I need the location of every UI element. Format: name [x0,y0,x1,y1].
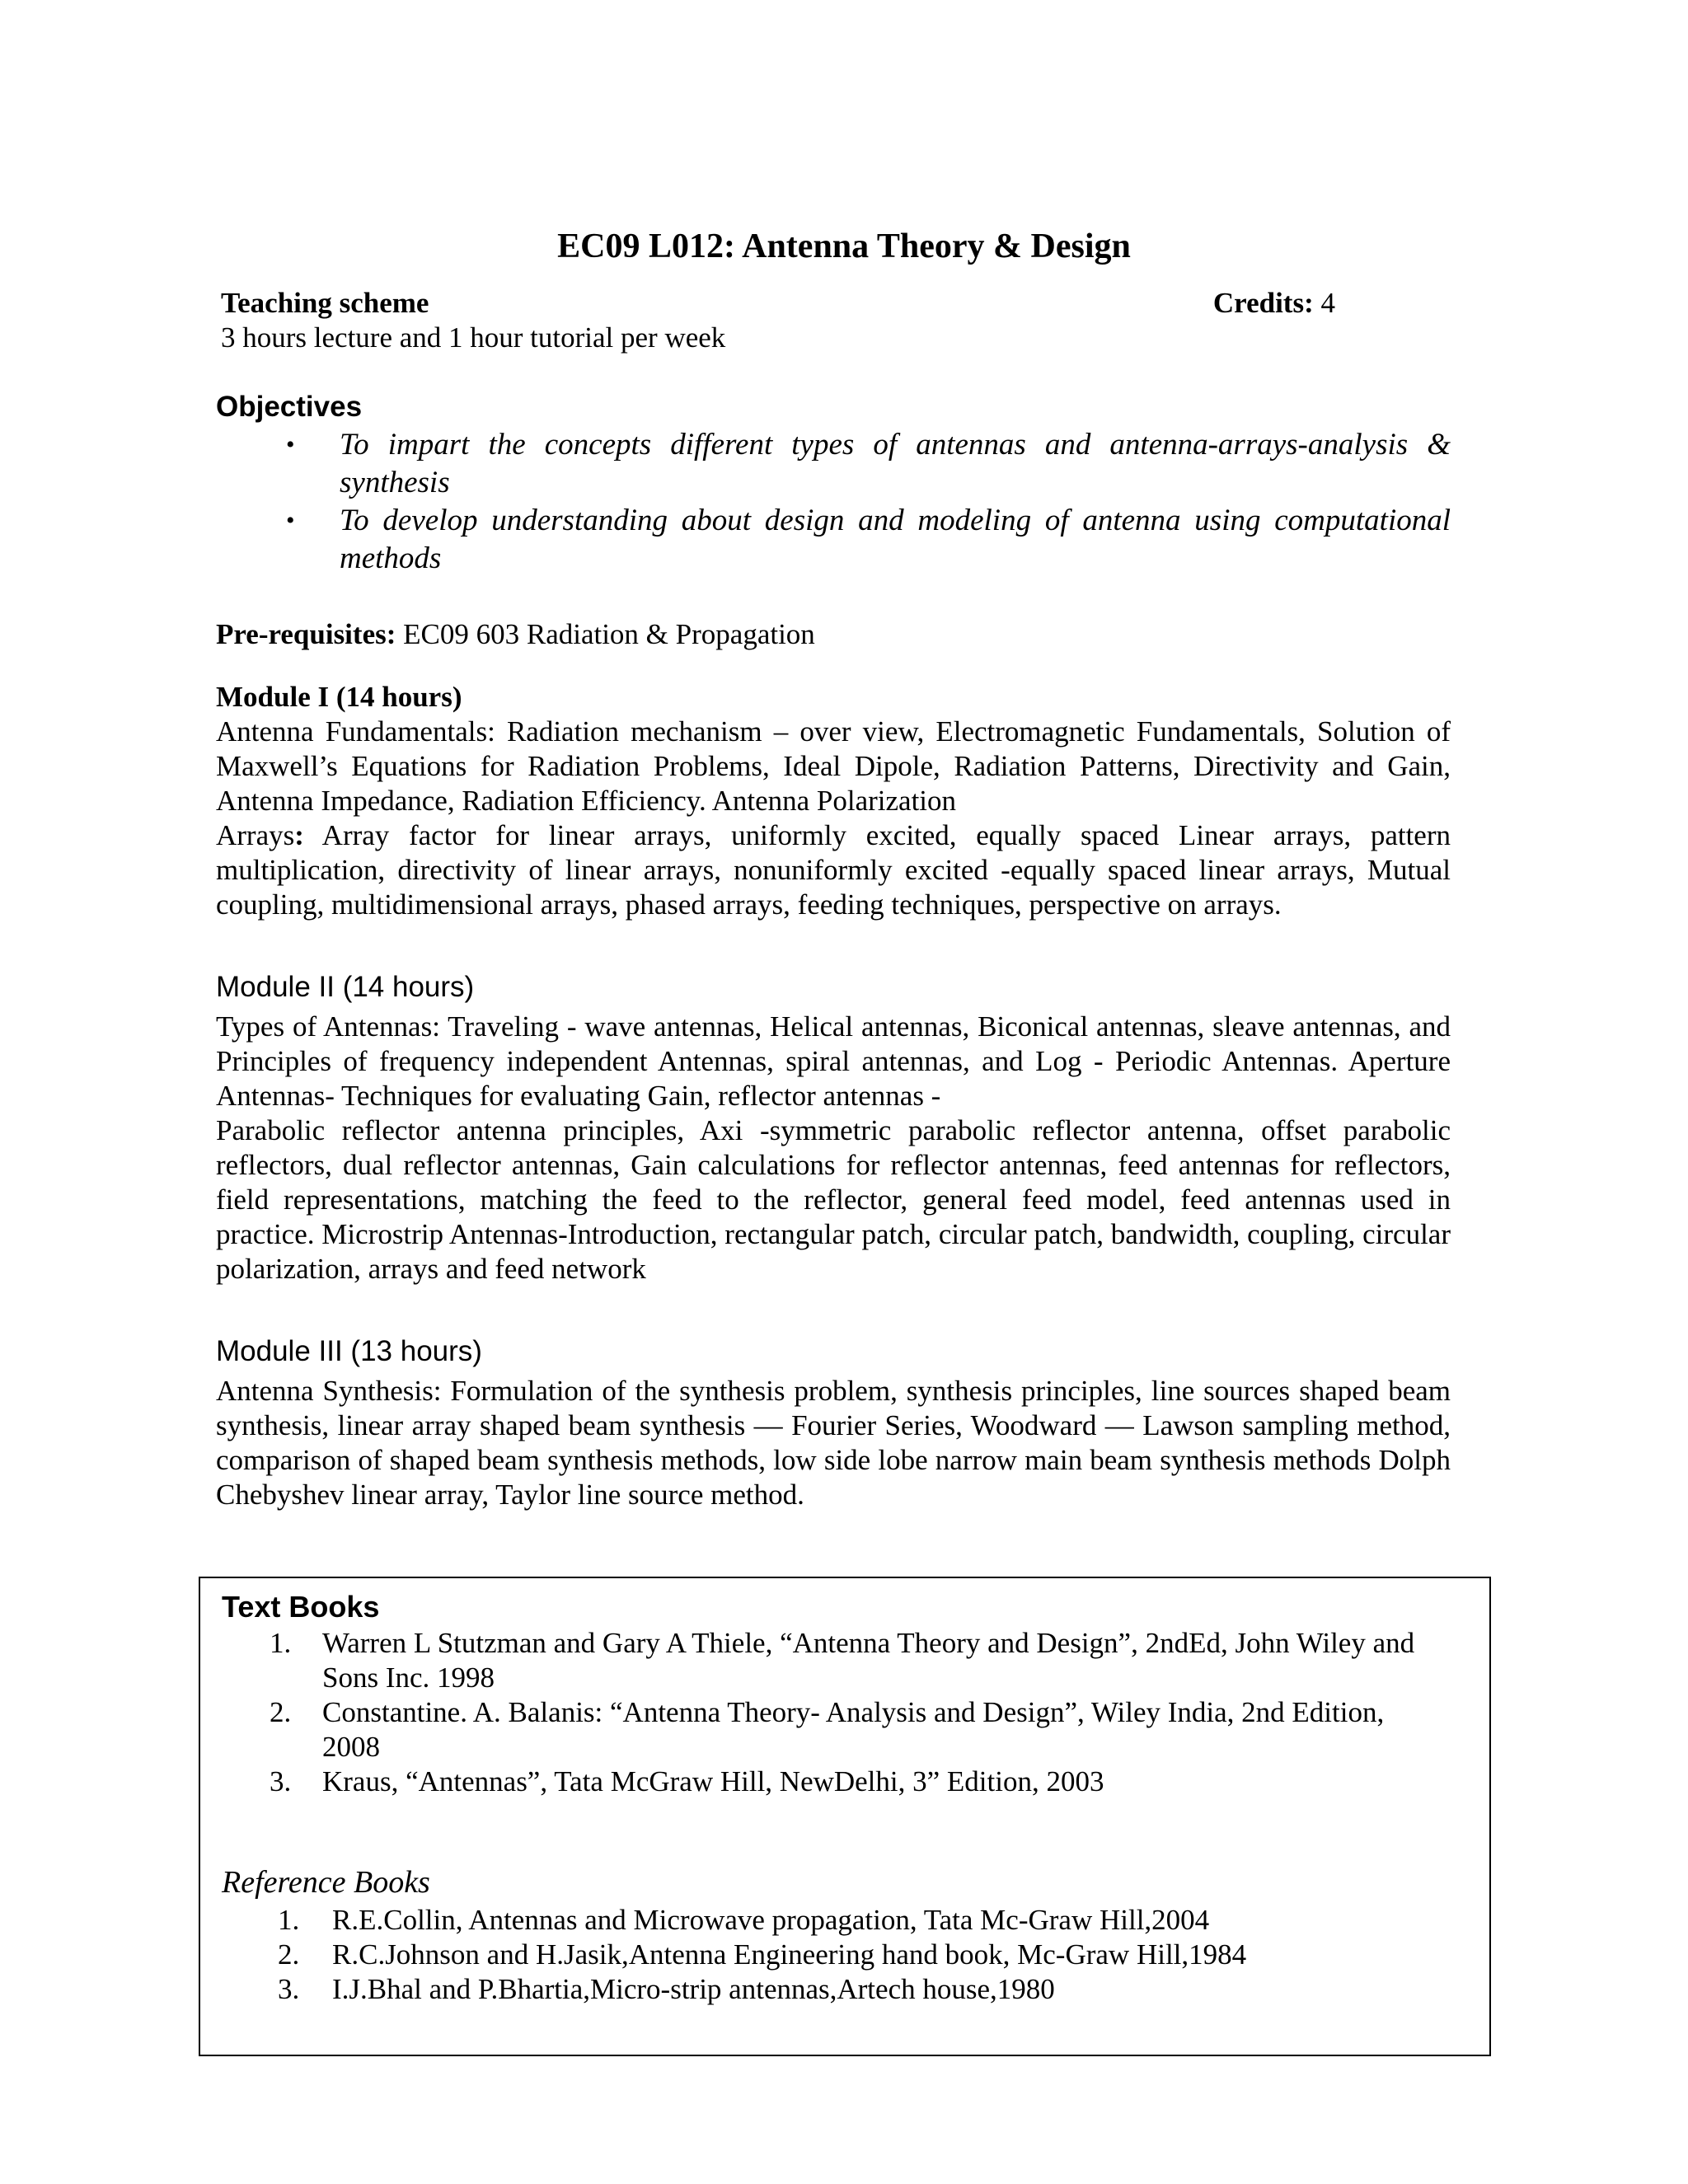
objective-text: To develop understanding about design and modeling of antenna using computational methods [340,504,1451,575]
text-book-text: Warren L Stutzman and Gary A Thiele, “Antenna Theory and Design”, 2ndEd, John Wiley and Sons Inc. 1998 [322,1627,1415,1694]
item-number: 3. [270,1765,292,1797]
reference-book-text: I.J.Bhal and P.Bhartia,Micro-strip antennas,Artech house,1980 [332,1973,1055,2005]
item-number: 1. [278,1904,300,1936]
syllabus-page [216,227,1451,1512]
reference-book-item [222,1972,1489,2007]
objective-text: To impart the concepts different types of antennas and antenna-arrays-analysis & synthesis [340,428,1451,499]
objectives-list [216,426,1451,578]
objective-item [216,426,1451,502]
item-number: 2. [278,1938,300,1971]
objective-item [216,502,1451,578]
reference-book-item [222,1903,1489,1938]
objectives-heading: Objectives [216,391,363,423]
prerequisites-value: EC09 603 Radiation & Propagation [396,618,815,650]
item-number: 2. [270,1696,292,1728]
teaching-scheme-label: Teaching scheme [221,287,429,319]
reference-book-text: R.E.Collin, Antennas and Microwave propagation, Tata Mc-Graw Hill,2004 [332,1904,1210,1936]
teaching-hours: 3 hours lecture and 1 hour tutorial per week [221,321,726,354]
credits-value: 4 [1313,287,1335,319]
text-book-text: Kraus, “Antennas”, Tata McGraw Hill, NewDelhi, 3” Edition, 2003 [322,1765,1104,1797]
teaching-scheme-row [216,286,1451,321]
module-1-paragraph: Antenna Fundamentals: Radiation mechanism – over view, Electromagnetic Fundamentals, Solution of Maxwell’s Equations for Radiation Problems, Ideal Dipole, Radiation Patterns, Directivity and Gain, Antenna Impedance, Radiation Efficiency. Antenna Polarization [216,715,1451,817]
books-box [199,1577,1491,2056]
module-2-title: Module II (14 hours) [216,971,475,1003]
reference-book-text: R.C.Johnson and H.Jasik,Antenna Engineering hand book, Mc-Graw Hill,1984 [332,1938,1247,1971]
reference-books-list [222,1903,1489,2007]
prerequisites [216,617,1451,652]
bullet-icon: • [286,507,295,534]
module-3-title: Module III (13 hours) [216,1335,482,1367]
page-title: EC09 L012: Antenna Theory & Design [557,227,1131,265]
module-2-paragraph: Parabolic reflector antenna principles, Axi -symmetric parabolic reflector antenna, offset parabolic reflectors, dual reflector antennas, Gain calculations for reflector antennas, feed antennas for reflectors, field representations, matching the feed to the reflector, general feed model, feed antennas used in practice. Microstrip Antennas-Introduction, rectangular patch, circular patch, bandwidth, coupling, circular polarization, arrays and feed network [216,1114,1451,1285]
arrays-label: Arrays [216,819,295,851]
books-inner [200,1578,1489,2007]
prerequisites-label: Pre-requisites: [216,618,396,650]
text-books-heading: Text Books [222,1590,380,1624]
reference-book-item [222,1938,1489,1972]
text-book-item [222,1765,1489,1799]
item-number: 1. [270,1627,292,1659]
text-book-item [222,1626,1489,1695]
arrays-colon: : [294,819,304,851]
item-number: 3. [278,1973,300,2005]
bullet-icon: • [286,431,295,458]
module-1-title: Module I (14 hours) [216,681,462,713]
text-books-list [222,1626,1489,1799]
text-book-item [222,1695,1489,1765]
module-1-arrays-paragraph [216,818,1451,922]
module-3-paragraph: Antenna Synthesis: Formulation of the synthesis problem, synthesis principles, line sources shaped beam synthesis, linear array shaped beam synthesis — Fourier Series, Woodward — Lawson sampling method, comparison of shaped beam synthesis methods, low side lobe narrow main beam synthesis methods Dolph Chebyshev linear array, Taylor line source method. [216,1375,1451,1511]
reference-books-heading: Reference Books [222,1865,430,1900]
text-book-text: Constantine. A. Balanis: “Antenna Theory- Analysis and Design”, Wiley India, 2nd Edition, 2008 [322,1696,1385,1763]
credits [1213,286,1335,321]
arrays-text: Array factor for linear arrays, uniformly excited, equally spaced Linear arrays, pattern multiplication, directivity of linear arrays, nonuniformly excited -equally spaced linear arrays, Mutual coupling, multidimensional arrays, phased arrays, feeding techniques, perspective on arrays. [216,819,1451,921]
module-2-paragraph: Types of Antennas: Traveling - wave antennas, Helical antennas, Biconical antennas, sleave antennas, and Principles of frequency independent Antennas, spiral antennas, and Log - Periodic Antennas. Aperture Antennas- Techniques for evaluating Gain, reflector antennas - [216,1010,1451,1112]
credits-label: Credits: [1212,287,1314,319]
